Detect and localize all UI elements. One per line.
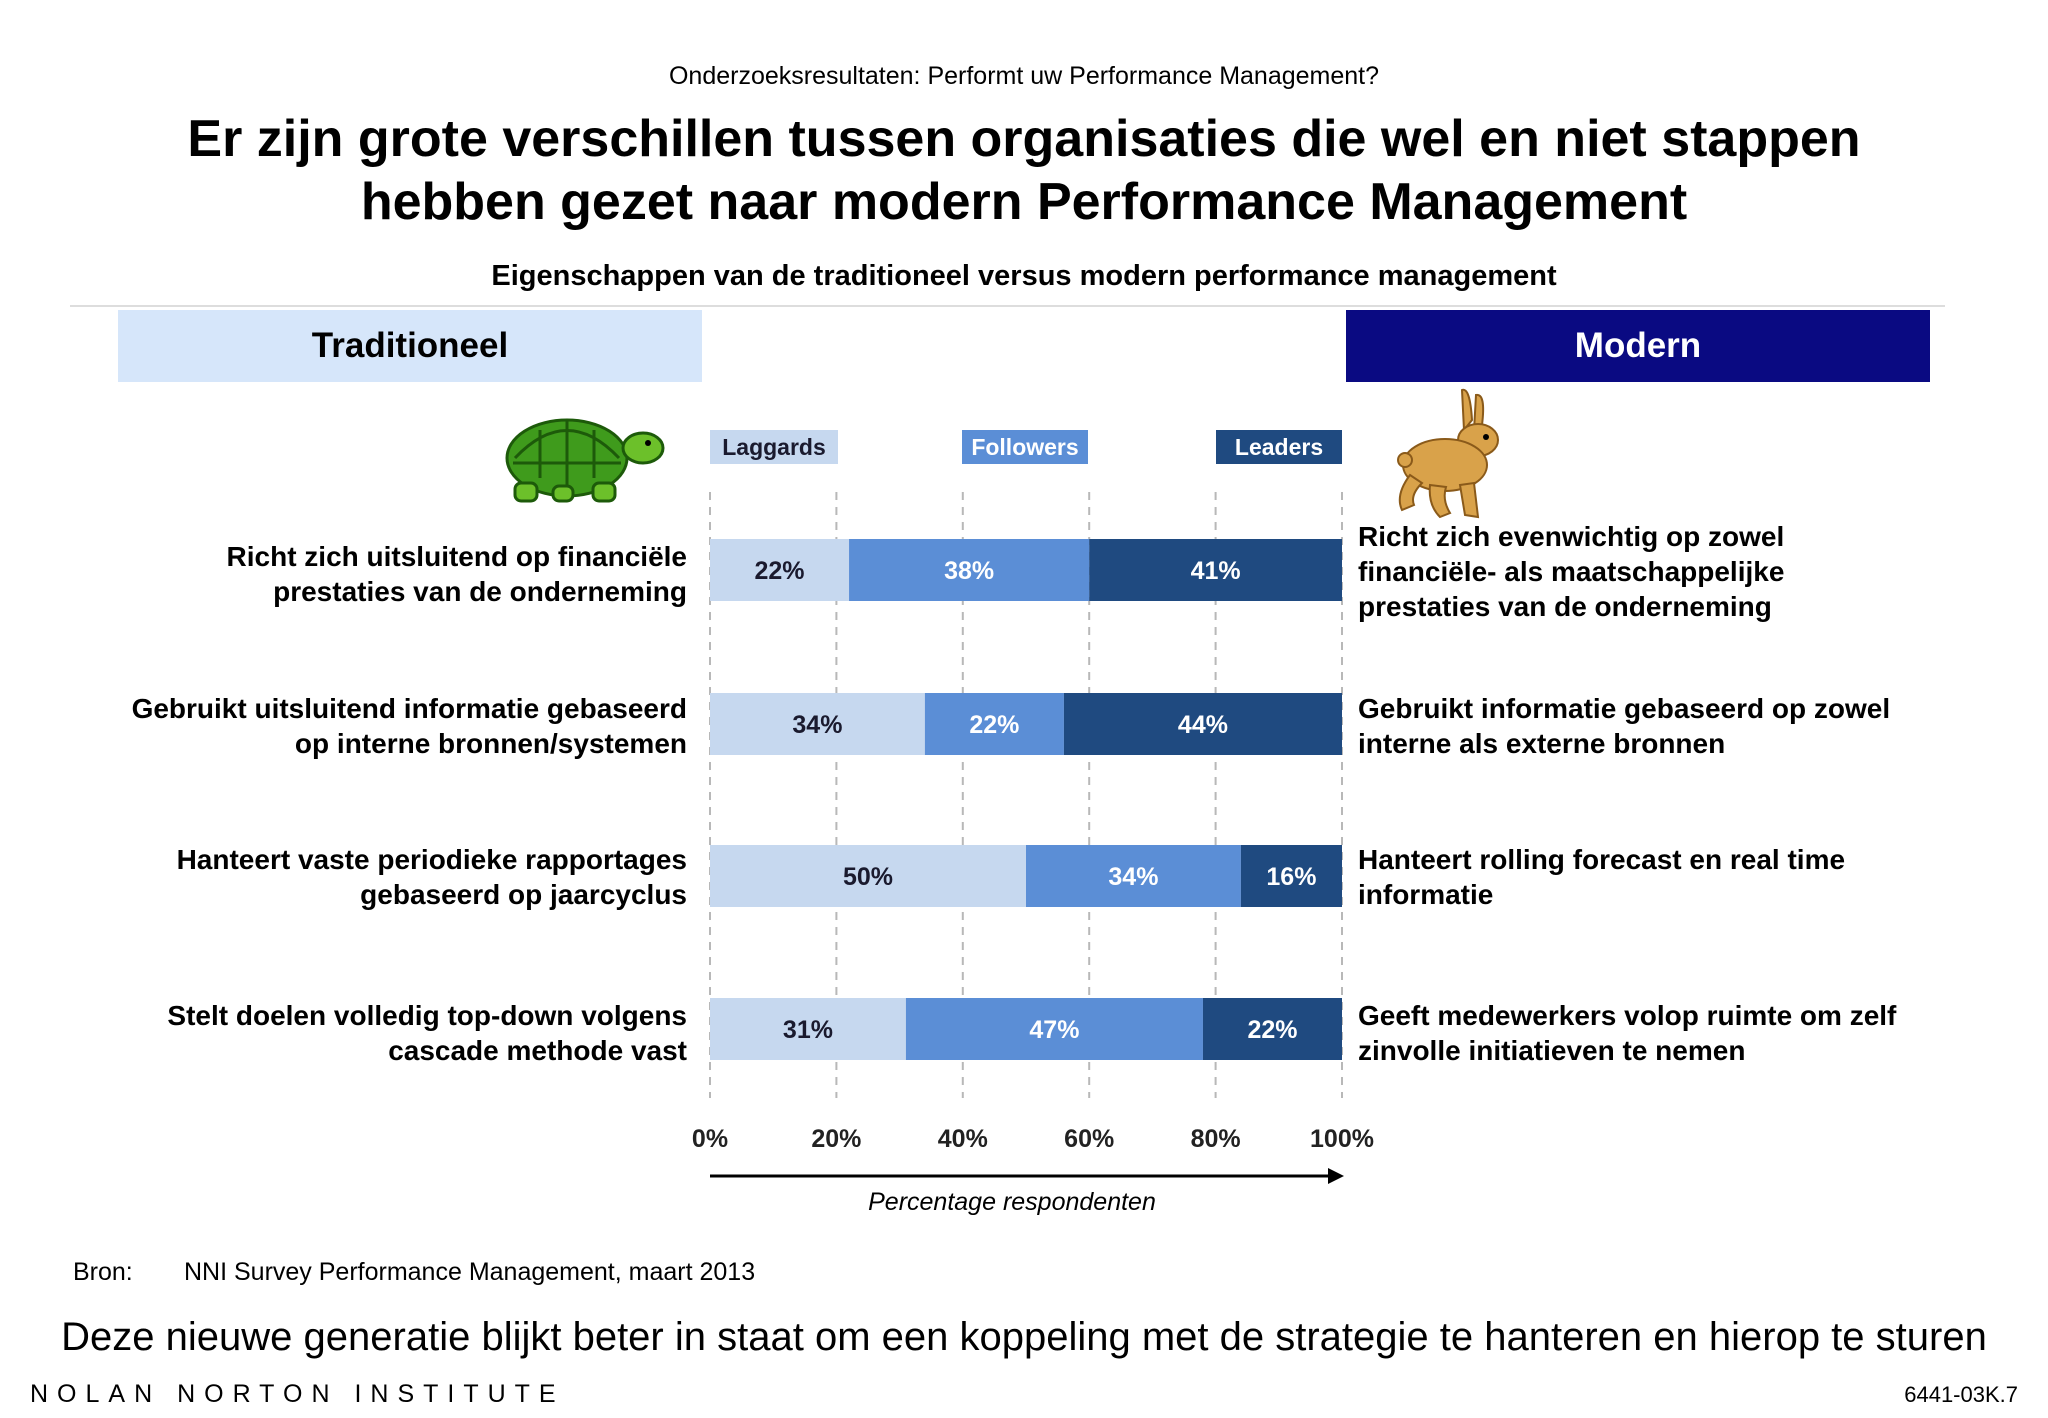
x-tick-label: 60%	[1064, 1125, 1115, 1153]
legend-leaders: Leaders	[1216, 430, 1342, 464]
conclusion-text: Deze nieuwe generatie blijkt beter in staat om een koppeling met de strategie te hanteren en hierop te sturen	[61, 1315, 1987, 1359]
data-label: 22%	[969, 711, 1020, 739]
data-label: 31%	[782, 1016, 833, 1044]
right-label-4-line-2: zinvolle initiatieven te nemen	[1358, 1035, 1746, 1066]
title-line-1: Er zijn grote verschillen tussen organisaties die wel en niet stappen	[187, 110, 1861, 168]
header-modern: Modern	[1346, 310, 1930, 382]
brand-footer: NOLAN NORTON INSTITUTE	[30, 1380, 565, 1408]
legend-laggards: Laggards	[710, 430, 838, 464]
data-label: 16%	[1266, 863, 1317, 891]
source-label: Bron:	[73, 1258, 133, 1286]
data-label: 34%	[1108, 863, 1159, 891]
right-label-1-line-3: prestaties van de onderneming	[1358, 591, 1772, 622]
data-label: 44%	[1177, 711, 1228, 739]
left-label-1-line-2: prestaties van de onderneming	[273, 576, 687, 607]
legend-followers: Followers	[962, 430, 1088, 464]
data-label: 41%	[1190, 557, 1241, 585]
left-label-2-line-2: op interne bronnen/systemen	[294, 728, 687, 759]
x-axis-arrowhead	[1328, 1168, 1344, 1184]
header-traditioneel: Traditioneel	[118, 310, 702, 382]
x-tick-label: 20%	[811, 1125, 862, 1153]
x-tick-label: 80%	[1190, 1125, 1241, 1153]
left-label-2-line-1: Gebruikt uitsluitend informatie gebaseerd	[131, 693, 687, 724]
right-label-1-line-2: financiële- als maatschappelijke	[1358, 556, 1785, 587]
right-label-2-line-2: interne als externe bronnen	[1358, 728, 1726, 759]
right-label-4-line-1: Geeft medewerkers volop ruimte om zelf	[1358, 1000, 1897, 1031]
left-label-3-line-1: Hanteert vaste periodieke rapportages	[176, 844, 687, 875]
data-label: 22%	[1247, 1016, 1298, 1044]
slide-code: 6441-03K.7	[1904, 1382, 2018, 1407]
supertitle: Onderzoeksresultaten: Performt uw Performance Management?	[668, 62, 1380, 90]
x-axis-label: Percentage respondenten	[868, 1188, 1156, 1216]
left-label-4-line-1: Stelt doelen volledig top-down volgens	[167, 1000, 687, 1031]
x-tick-label: 100%	[1310, 1125, 1374, 1153]
data-label: 22%	[754, 557, 805, 585]
chart-subtitle: Eigenschappen van de traditioneel versus modern performance management	[491, 260, 1557, 292]
left-label-4-line-2: cascade methode vast	[388, 1035, 687, 1066]
data-label: 50%	[842, 863, 894, 891]
right-label-3-line-2: informatie	[1358, 879, 1494, 910]
data-label: 34%	[792, 711, 843, 739]
right-label-3-line-1: Hanteert rolling forecast en real time	[1358, 844, 1846, 875]
title-line-2: hebben gezet naar modern Performance Management	[360, 173, 1688, 231]
data-label: 38%	[944, 557, 995, 585]
right-label-1-line-1: Richt zich evenwichtig op zowel	[1358, 521, 1785, 552]
left-label-3-line-2: gebaseerd op jaarcyclus	[360, 879, 687, 910]
x-tick-label: 0%	[691, 1125, 729, 1153]
x-tick-label: 40%	[937, 1125, 988, 1153]
right-label-2-line-1: Gebruikt informatie gebaseerd op zowel	[1358, 693, 1891, 724]
source-text: NNI Survey Performance Management, maart 2013	[184, 1258, 756, 1286]
data-label: 47%	[1029, 1016, 1080, 1044]
left-label-1-line-1: Richt zich uitsluitend op financiële	[226, 541, 687, 572]
